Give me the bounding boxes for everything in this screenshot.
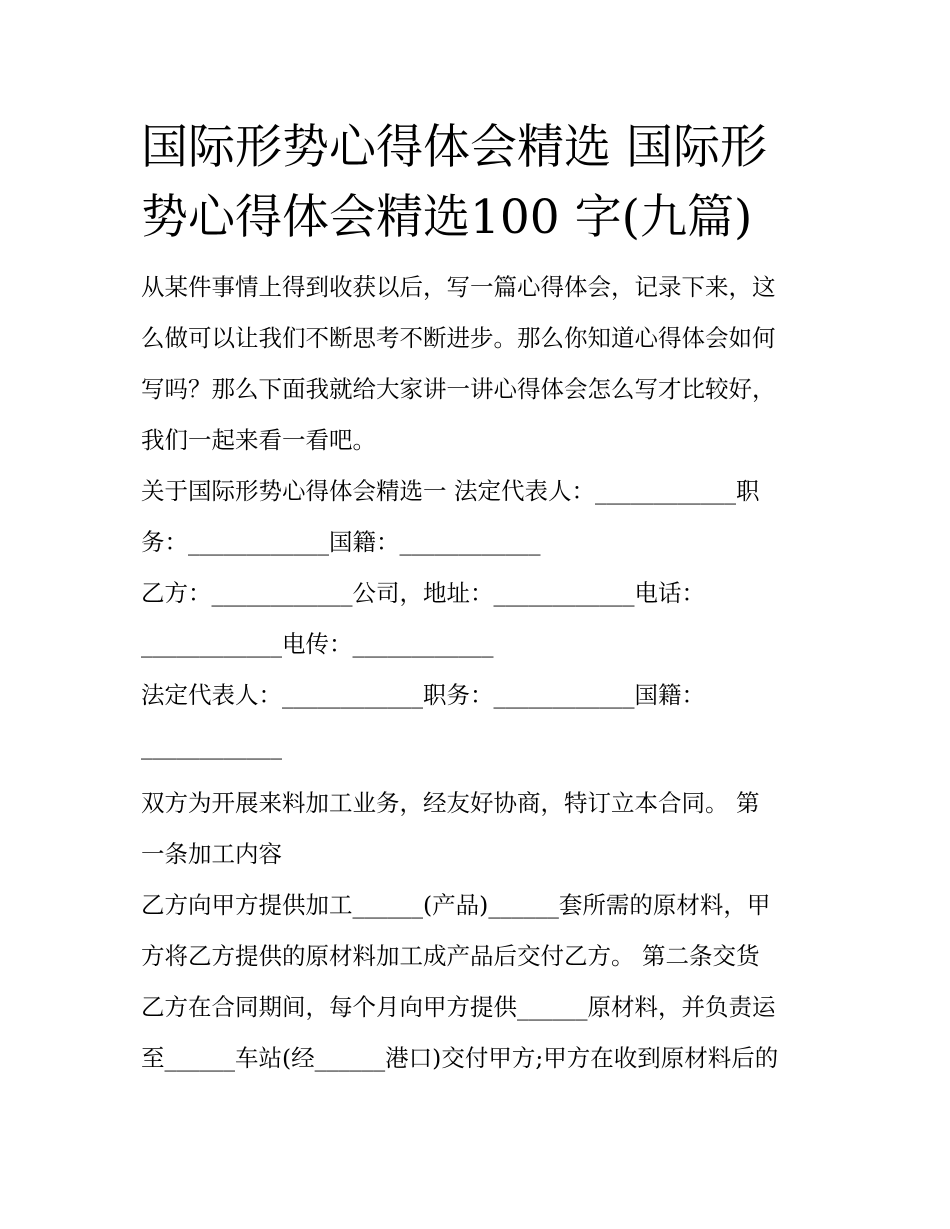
intro-paragraph [141,262,821,466]
party-b-line-1: 乙方：____________公司，地址：____________电话： [141,579,705,607]
processing-line-3: 乙方在合同期间，每个月向甲方提供______原材料，并负责运 [141,993,776,1021]
agreement-line-2: 一条加工内容 [141,840,282,868]
party-b-paragraph [141,568,821,670]
document-title [141,113,821,253]
processing-line-1: 乙方向甲方提供加工______(产品)______套所需的原材料，甲 [141,891,771,919]
legal-rep-paragraph [141,670,821,772]
section-one-paragraph [141,466,821,568]
agreement-line-1: 双方为开展来料加工业务，经友好协商，特订立本合同。 第 [141,789,760,817]
intro-line-3: 写吗？那么下面我就给大家讲一讲心得体会怎么写才比较好， [141,375,776,403]
processing-paragraph [141,880,821,1084]
intro-line-1: 从某件事情上得到收获以后，写一篇心得体会，记录下来，这 [141,273,776,301]
party-b-line-2: ____________电传：____________ [141,630,494,658]
legal-rep-line-2: ____________ [141,732,282,760]
title-line-1: 国际形势心得体会精选 国际形 [141,120,767,175]
legal-rep-line-1: 法定代表人：____________职务：____________国籍： [141,681,705,709]
section-one-line-1: 关于国际形势心得体会精选一 法定代表人：____________职 [141,477,760,505]
processing-line-2: 方将乙方提供的原材料加工成产品后交付乙方。 第二条交货 [141,942,760,970]
document-page [141,113,821,1084]
intro-line-2: 么做可以让我们不断思考不断进步。那么你知道心得体会如何 [141,324,776,352]
agreement-paragraph [141,778,821,880]
title-line-2: 势心得体会精选100 字(九篇) [141,190,753,245]
intro-line-4: 我们一起来看一看吧。 [141,426,376,454]
section-one-line-2: 务：____________国籍：____________ [141,528,541,556]
processing-line-4: 至______车站(经______港口)交付甲方;甲方在收到原材料后的 [141,1044,779,1072]
